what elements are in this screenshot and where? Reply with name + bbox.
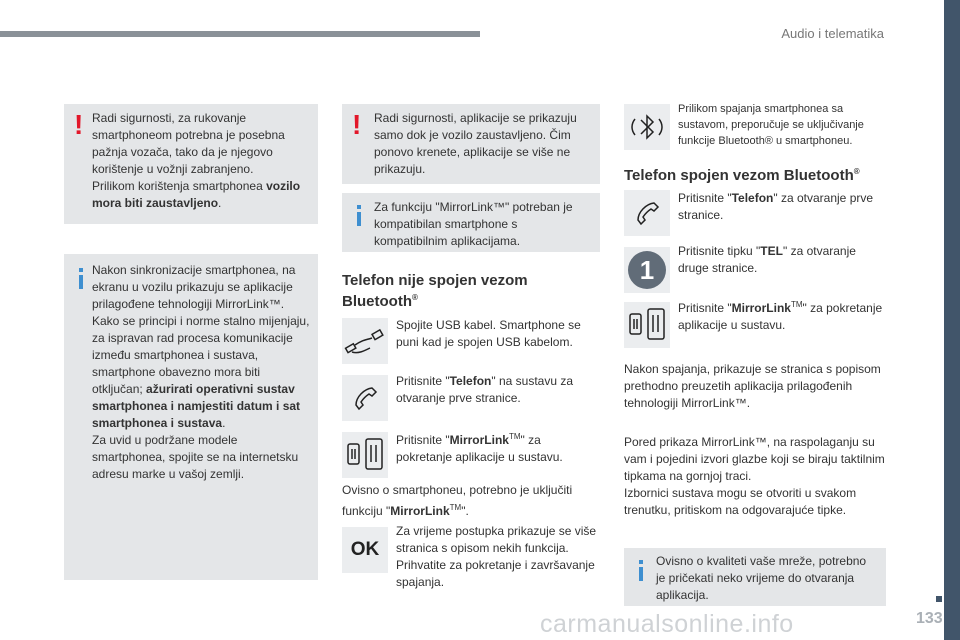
paragraph: Nakon spajanja, prikazuje se stranica s popisom prethodno preuzetih aplikacija prilagođenih tehnologiji MirrorLink™. bbox=[624, 362, 881, 410]
warning-icon: ! bbox=[74, 109, 84, 140]
header-bar bbox=[0, 31, 480, 37]
info-icon bbox=[76, 268, 85, 289]
warning-icon: ! bbox=[352, 109, 362, 140]
step-text: Za vrijeme postupka prikazuje se više stranica s opisom nekih funkcija. Prihvatite za pokretanje i završavanje spajanja. bbox=[396, 524, 597, 589]
info-text: Za funkciju "MirrorLink™" potreban je kompatibilan smartphone s kompatibilnim aplikacijama. bbox=[374, 200, 573, 248]
ok-button-icon: OK bbox=[342, 527, 388, 573]
section-heading: Telefon spojen vezom Bluetooth® bbox=[624, 167, 860, 184]
step-text: Pritisnite "Telefon" za otvaranje prve stranice. bbox=[678, 191, 874, 222]
section-title: Audio i telematika bbox=[781, 26, 884, 41]
info-box-2 bbox=[342, 193, 600, 252]
info-text: Ovisno o kvaliteti vaše mreže, potrebno je pričekati neko vrijeme do otvaranja aplikacija. bbox=[656, 554, 867, 602]
warning-box-1 bbox=[64, 104, 318, 224]
step-text: Pritisnite "MirrorLink™" za pokretanje aplikacije u sustavu. bbox=[396, 432, 563, 464]
page-number: 133 bbox=[916, 610, 943, 627]
mirrorlink-icon bbox=[624, 302, 670, 348]
mirrorlink-icon bbox=[342, 432, 388, 478]
warning-box-2 bbox=[342, 104, 600, 184]
side-tab bbox=[944, 0, 960, 640]
info-box-1 bbox=[64, 254, 318, 580]
step-text: Spojite USB kabel. Smartphone se puni kad je spojen USB kabelom. bbox=[396, 318, 581, 349]
bluetooth-icon bbox=[624, 104, 670, 150]
phone-icon bbox=[624, 190, 670, 236]
step-number-icon: 1 bbox=[628, 251, 666, 289]
note-text: Ovisno o smartphoneu, potrebno je uključiti funkciju "MirrorLink™". bbox=[342, 483, 573, 518]
info-box-3 bbox=[624, 548, 886, 606]
bluetooth-note: Prilikom spajanja smartphonea sa sustavom, preporučuje se uključivanje funkcije Bluetooth® u smartphoneu. bbox=[678, 103, 864, 147]
step-text: Pritisnite "MirrorLink™" za pokretanje aplikacije u sustavu. bbox=[678, 300, 883, 332]
watermark: carmanualsonline.info bbox=[540, 610, 794, 638]
section-heading: Telefon nije spojen vezom Bluetooth® bbox=[342, 272, 528, 310]
step-number-tile bbox=[624, 247, 670, 293]
usb-cable-icon bbox=[342, 318, 388, 364]
step-text: Pritisnite tipku "TEL" za otvaranje druge stranice. bbox=[678, 244, 856, 275]
info-icon bbox=[636, 560, 645, 581]
info-text: Nakon sinkronizacije smartphonea, na ekranu u vozilu prikazuju se aplikacije prilagođene tehnologiji MirrorLink™. Kako se principi i norme stalno mijenjaju, za ispravan rad procesa komunikacije između smartphonea i sustava, smartphone obavezno mora biti otključan; ažurirati operativni sustav smartphonea i namjestiti datum i sat smartphonea i sustava. Za uvid u podržane modele smartphonea, spojite se na internetsku adresu marke u vašoj zemlji. bbox=[92, 263, 310, 481]
step-text: Pritisnite "Telefon" na sustavu za otvaranje prve stranice. bbox=[396, 374, 574, 405]
side-marker bbox=[936, 596, 942, 602]
info-icon bbox=[354, 205, 363, 226]
warning-text: Radi sigurnosti, za rukovanje smartphoneom potrebna je posebna pažnja vozača, tako da je njegovo korištenje u vožnji zabranjeno. Prilikom korištenja smartphonea vozilo mora biti zaustavljeno. bbox=[92, 111, 301, 210]
phone-icon bbox=[342, 375, 388, 421]
paragraph: Pored prikaza MirrorLink™, na raspolaganju su vam i pojedini izvori glazbe koji se biraju taktilnim tipkama na gornjoj traci. Izbornici sustava mogu se otvoriti u svakom trenutku, pritiskom na odgovarajuće tipke. bbox=[624, 435, 885, 517]
warning-text: Radi sigurnosti, aplikacije se prikazuju samo dok je vozilo zaustavljeno. Čim ponovo krenete, aplikacije se više ne prikazuju. bbox=[374, 111, 577, 176]
